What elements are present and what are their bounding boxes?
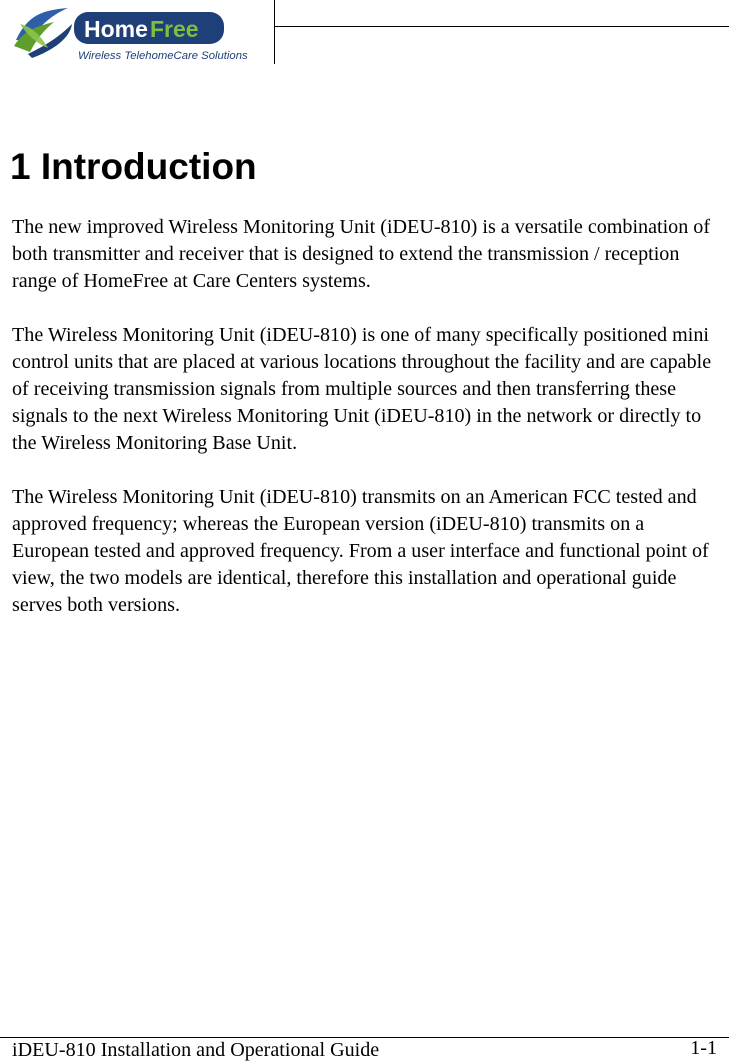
paragraph-intro: The new improved Wireless Monitoring Unit (iDEU-810) is a versatile combination of both transmitter and receiver that is designed to extend the transmission / reception range of HomeFree at Care Centers systems. [12,216,711,292]
body-content [12,214,718,646]
paragraph-network: The Wireless Monitoring Unit (iDEU-810) is one of many specifically positioned mini control units that are placed at various locations throughout the facility and are capable of receiving transmission signals from multiple sources and then transferring these signals to the next Wireless Monitoring Unit (iDEU-810) in the network or directly to the Wireless Monitoring Base Unit. [12,324,712,454]
homefree-logo [10,0,272,66]
footer-page-number: 1-1 [690,1037,717,1059]
header-divider [274,0,275,64]
brand-home-text: Home [84,16,148,42]
section-heading: 1 Introduction [10,146,257,187]
helix-emblem-icon [14,8,72,58]
footer-document-title: iDEU-810 Installation and Operational Guide [12,1039,380,1061]
brand-free-text: Free [150,16,199,42]
header-rule [274,26,729,27]
brand-tagline: Wireless TelehomeCare Solutions [78,50,248,62]
paragraph-versions: The Wireless Monitoring Unit (iDEU-810) transmits on an American FCC tested and approved frequency; whereas the European version (iDEU-810) transmits on a European tested and approved frequency. From a user interface and functional point of view, the two models are identical, therefore this installation and operational guide serves both versions. [12,486,709,616]
homefree-logo-graphic [10,0,272,66]
